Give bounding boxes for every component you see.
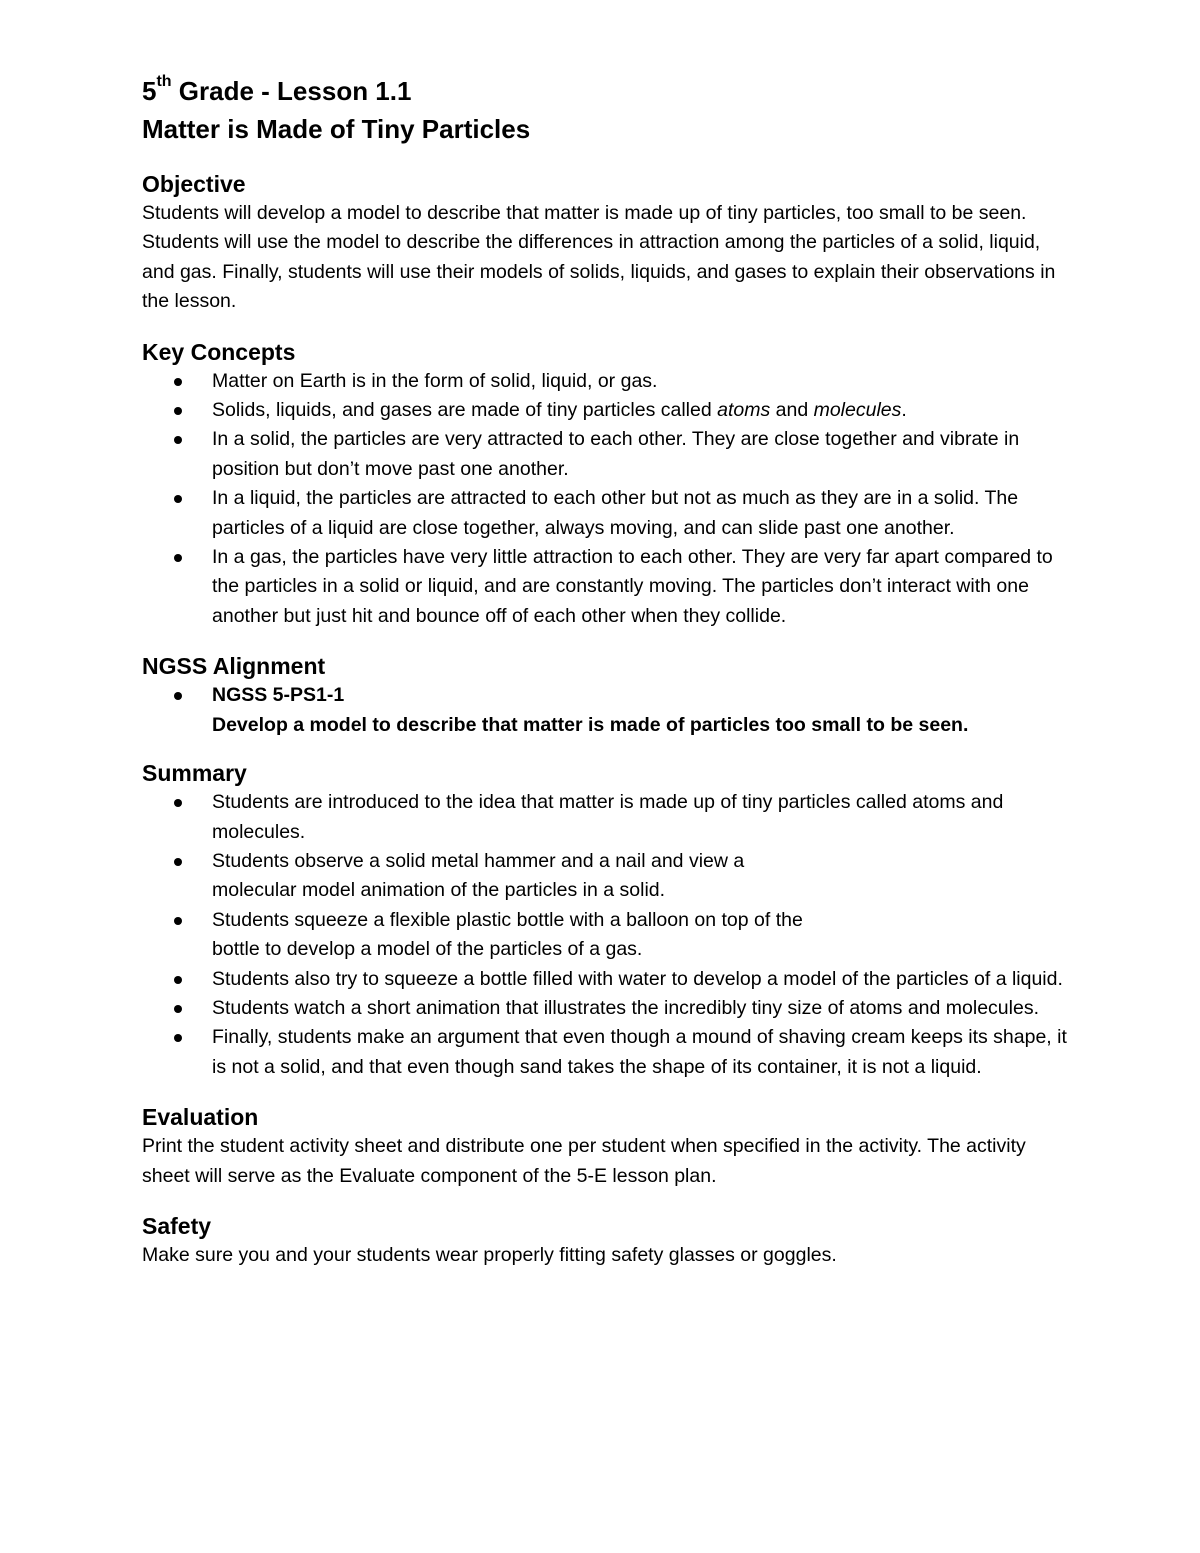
bullet-icon xyxy=(174,692,182,700)
ngss-section xyxy=(142,651,1072,740)
lesson-document xyxy=(142,72,1072,1270)
list-item: Students also try to squeeze a bottle filled with water to develop a model of the particles of a liquid. xyxy=(142,965,1072,994)
bullet-icon xyxy=(174,1034,182,1042)
ngss-statement: Develop a model to describe that matter is made of particles too small to be seen. xyxy=(212,713,969,736)
grade-number: 5 xyxy=(142,76,157,106)
evaluation-section xyxy=(142,1102,1072,1191)
grade-superscript: th xyxy=(156,73,172,91)
safety-heading: Safety xyxy=(142,1212,212,1239)
summary-list xyxy=(142,788,1072,1082)
list-item: Students observe a solid metal hammer and a nail and view a molecular model animation of the particles in a solid. xyxy=(142,847,1072,906)
bullet-icon xyxy=(174,917,182,925)
list-item: Matter on Earth is in the form of solid, liquid, or gas. xyxy=(142,367,1072,396)
bullet-icon xyxy=(174,1005,182,1013)
list-item: Students squeeze a flexible plastic bottle with a balloon on top of the bottle to develop a model of the particles of a gas. xyxy=(142,906,1072,965)
list-item: In a solid, the particles are very attracted to each other. They are close together and vibrate in position but don’t move past one another. xyxy=(142,425,1072,484)
safety-text: Make sure you and your students wear properly fitting safety glasses or goggles. xyxy=(142,1243,837,1266)
term-molecules: molecules xyxy=(813,399,902,422)
objective-section xyxy=(142,169,1072,317)
bullet-icon xyxy=(174,554,182,562)
list-item: Students watch a short animation that illustrates the incredibly tiny size of atoms and molecules. xyxy=(142,994,1072,1023)
objective-text: Students will develop a model to describe that matter is made up of tiny particles, too small to be seen. Students will use the model to describe the differences in attraction among the particles of a solid, liquid, and gas. Finally, students will use their models of solids, liquids, and gases to explain their observations in the lesson. xyxy=(142,202,1056,313)
bullet-icon xyxy=(174,858,182,866)
bullet-icon xyxy=(174,407,182,415)
list-item xyxy=(142,681,1072,740)
objective-heading: Objective xyxy=(142,171,246,197)
ngss-list xyxy=(142,681,1072,740)
key-concepts-section xyxy=(142,337,1072,632)
evaluation-text: Print the student activity sheet and distribute one per student when specified in the activity. The activity sheet will serve as the Evaluate component of the 5-E lesson plan. xyxy=(142,1135,1026,1187)
grade-lesson-label: Grade - Lesson 1.1 xyxy=(171,76,412,106)
ngss-heading: NGSS Alignment xyxy=(142,653,326,680)
key-concepts-heading: Key Concepts xyxy=(142,338,296,365)
bullet-icon xyxy=(174,378,182,386)
list-item: Solids, liquids, and gases are made of tiny particles called atoms and molecules. xyxy=(142,396,1072,425)
bullet-icon xyxy=(174,976,182,984)
evaluation-heading: Evaluation xyxy=(142,1104,259,1131)
list-item: In a liquid, the particles are attracted to each other but not as much as they are in a solid. The particles of a liquid are close together, always moving, and can slide past one another. xyxy=(142,484,1072,543)
key-concepts-list xyxy=(142,367,1072,632)
bullet-icon xyxy=(174,436,182,444)
safety-section xyxy=(142,1211,1072,1270)
summary-section xyxy=(142,758,1072,1082)
bullet-icon xyxy=(174,799,182,807)
list-item: Students are introduced to the idea that matter is made up of tiny particles called atoms and molecules. xyxy=(142,788,1072,847)
bullet-icon xyxy=(174,495,182,503)
summary-heading: Summary xyxy=(142,760,247,787)
list-item: In a gas, the particles have very little attraction to each other. They are very far apart compared to the particles in a solid or liquid, and are constantly moving. The particles don’t interact with one another but just hit and bounce off of each other when they collide. xyxy=(142,543,1072,631)
term-atoms: atoms xyxy=(717,399,771,422)
lesson-subtitle: Matter is Made of Tiny Particles xyxy=(142,114,531,144)
lesson-title xyxy=(142,72,1072,110)
list-item: Finally, students make an argument that even though a mound of shaving cream keeps its shape, it is not a solid, and that even though sand takes the shape of its container, it is not a liquid. xyxy=(142,1023,1072,1082)
ngss-code: NGSS 5-PS1-1 xyxy=(212,684,345,707)
